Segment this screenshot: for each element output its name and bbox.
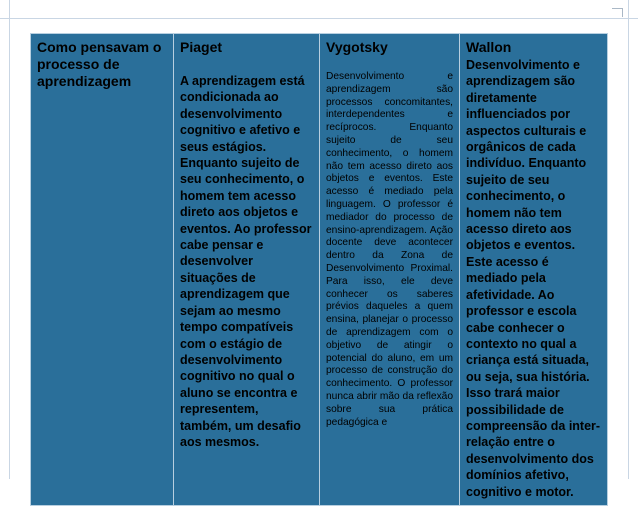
cell-vygotsky (320, 34, 460, 506)
cell-piaget (174, 34, 320, 506)
slide-frame-right-line (628, 0, 629, 479)
slide-frame-left-line (9, 0, 10, 479)
slide-frame-top-line (0, 18, 638, 19)
cell-wallon (460, 34, 608, 506)
piaget-text: A aprendizagem está condicionada ao desenvolvimento cognitivo e afetivo e seus estágios. Enquanto sujeito de seu conhecimento, o homem tem acesso direto aos objetos e eventos. Ao professor cabe pensar e desenvolver situações de aprendizagem que sejam ao mesmo tempo compatíveis com o estágio de desenvolvimento cognitivo no qual o aluno se encontra e representem, também, um desafio aos mesmos. (180, 74, 312, 449)
cell-topic (31, 34, 174, 506)
table-row (31, 34, 608, 506)
topic-header: Como pensavam o processo de aprendizagem (37, 39, 162, 89)
slide-corner-ornament (612, 8, 623, 17)
comparison-table (30, 33, 608, 506)
wallon-header: Wallon (466, 39, 512, 55)
vygotsky-text: Desenvolvimento e aprendizagem são processos concomitantes, interdependentes e recíprocos. Enquanto sujeito de seu conhecimento, o homem não tem acesso direto aos objetos e eventos. Este acesso é mediado pela linguagem. O professor é mediador do processo de ensino-aprendizagem. Ação docente deve acontecer dentro da Zona de Desenvolvimento Proximal. Para isso, ele deve conhecer os saberes prévios daqueles a quem ensina, planejar o processo de aprendizagem com o objetivo de atingir o potencial do aluno, em um processo de construção do conhecimento. O professor nunca abrir mão da reflexão sobre sua prática pedagógica e (326, 71, 453, 428)
piaget-header: Piaget (180, 39, 223, 55)
vygotsky-header: Vygotsky (326, 39, 388, 55)
wallon-text: Desenvolvimento e aprendizagem são diretamente influenciados por aspectos culturais e orgânicos de cada indivíduo. Enquanto sujeito de seu conhecimento, o homem não tem acesso direto aos objetos e eventos. Este acesso é mediado pela afetividade. Ao professor e escola cabe conhecer o contexto no qual a criança está situada, ou seja, sua história. Isso trará maior possibilidade de compreensão da inter- relação entre o desenvolvimento dos domínios afetivo, cognitivo e motor. (466, 58, 601, 499)
